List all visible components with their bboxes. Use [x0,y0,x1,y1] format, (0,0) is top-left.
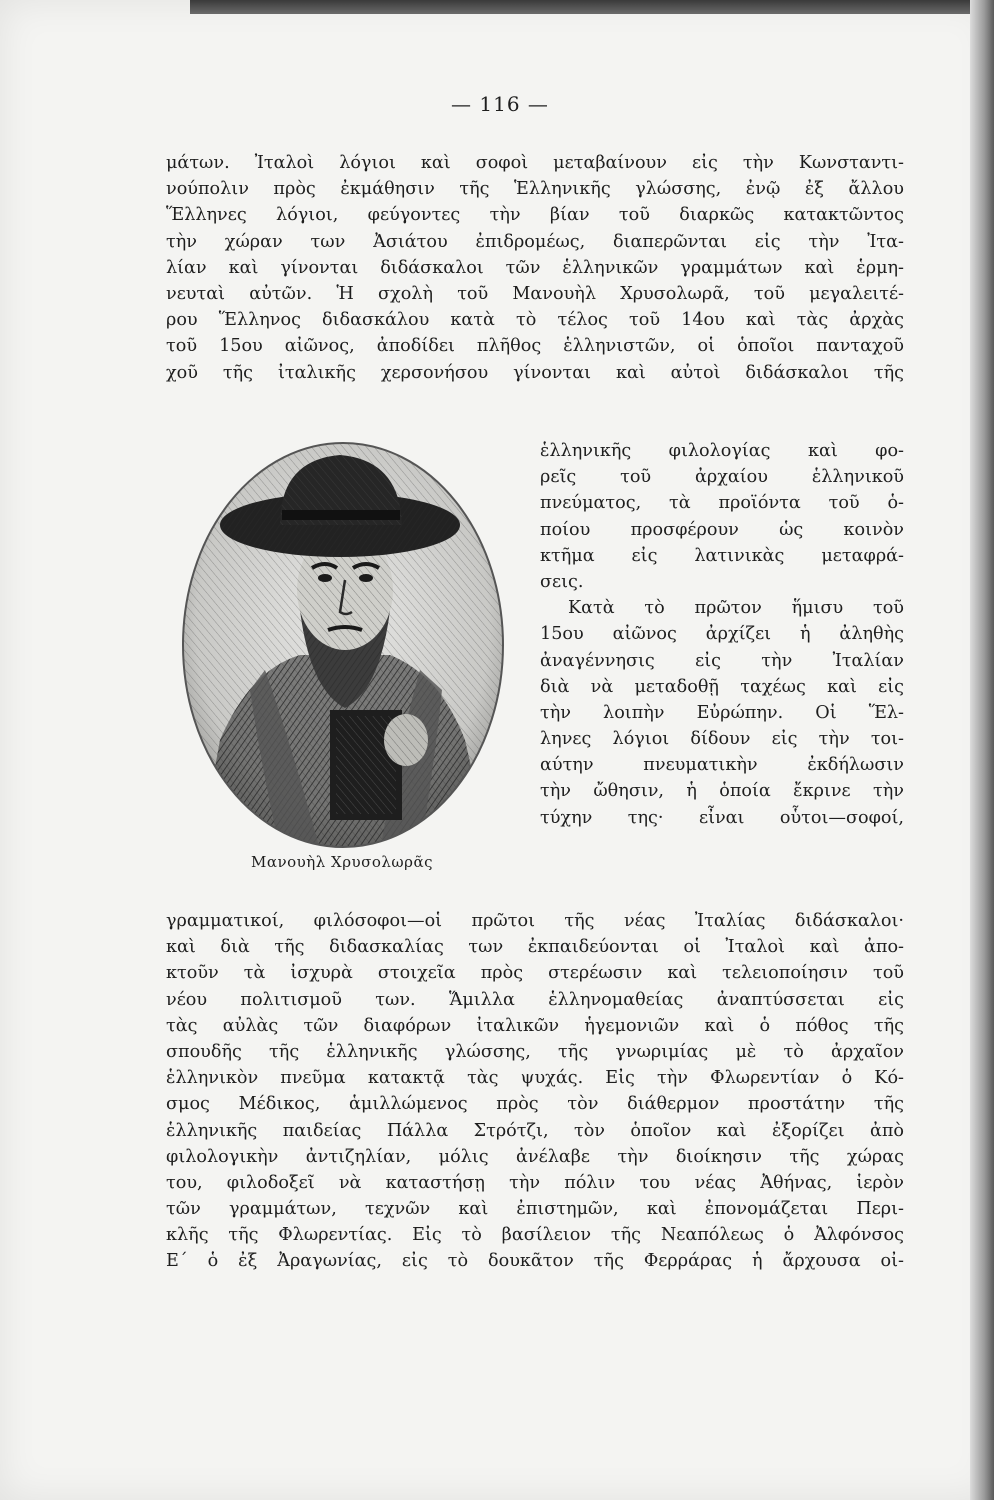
text-line: τύχην της· εἶναι οὗτοι—σοφοί, [540,807,904,828]
page-number: — 116 — [451,92,549,116]
text-line: 15ου αἰῶνος ἀρχίζει ἡ ἀληθὴς [540,624,904,645]
text-line: σεις. [540,571,584,592]
text-line: ρου Ἕλληνος διδασκάλου κατὰ τὸ τέλος τοῦ 14ου καὶ τὰς ἀρχὰς [166,310,904,331]
portrait-illustration [180,440,506,850]
text-line: τὴν χώραν των Ἀσιάτου ἐπιδρομέως, διαπερῶνται εἰς τὴν Ἰτα- [166,231,904,252]
text-line: γραμματικοί, φιλόσοφοι—οἱ πρῶτοι τῆς νέας Ἰταλίας διδάσκαλοι· [166,911,904,931]
bottom-paragraph [166,908,904,1275]
text-line: χοῦ τῆς ἰταλικῆς χερσονήσου γίνονται καὶ αὐτοὶ διδάσκαλοι τῆς [166,362,904,383]
text-line: λίαν καὶ γίνονται διδάσκαλοι τῶν ἑλληνικῶν γραμμάτων καὶ ἑρμη- [166,257,904,278]
text-line: νέου πολιτισμοῦ των. Ἅμιλλα ἑλληνομαθείας ἀναπτύσσεται εἰς [166,989,904,1010]
top-paragraph [166,150,904,386]
text-line: τῶν γραμμάτων, τεχνῶν καὶ ἐπιστημῶν, καὶ ἐπονομάζεται Περι- [166,1199,904,1220]
portrait-caption: Μανουὴλ Χρυσολωρᾶς [251,853,433,871]
text-line: Ε΄ ὁ ἐξ Ἀραγωνίας, εἰς τὸ δουκᾶτον τῆς Φερράρας ἡ ἄρχουσα οἰ- [166,1251,904,1272]
text-line: μάτων. Ἰταλοὶ λόγιοι καὶ σοφοὶ μεταβαίνουν εἰς τὴν Κωνσταντι- [166,153,904,173]
text-line: αύτην πνευματικὴν ἐκδήλωσιν [540,755,904,776]
scan-top-edge [190,0,994,14]
text-line: κτῆμα εἰς λατινικὰς μεταφρά- [540,545,904,566]
text-line: σμος Μέδικος, ἁμιλλώμενος πρὸς τὸν διάθερμον προστάτην τῆς [166,1094,904,1115]
text-line: τὴν ὤθησιν, ἡ ὁποία ἔκρινε τὴν [540,781,904,802]
text-line: τὰς αὐλὰς τῶν διαφόρων ἰταλικῶν ἡγεμονιῶν καὶ ὁ πόθος τῆς [166,1015,904,1036]
text-line: κτοῦν τὰ ἰσχυρὰ στοιχεῖα πρὸς στερέωσιν καὶ τελειοποίησιν τοῦ [166,963,904,984]
text-line: νευταὶ αὐτῶν. Ἡ σχολὴ τοῦ Μανουὴλ Χρυσολωρᾶ, τοῦ μεγαλειτέ- [166,283,904,304]
text-line: πνεύματος, τὰ προϊόντα τοῦ ὁ- [540,493,904,514]
text-line: φιλολογικὴν ἀντιζηλίαν, μόλις ἀνέλαβε τὴν διοίκησιν τῆς χώρας [166,1146,904,1167]
scan-binding-edge [970,0,994,1500]
text-line: κλῆς τῆς Φλωρεντίας. Εἰς τὸ βασίλειον τῆς Νεαπόλεως ὁ Ἀλφόνσος [166,1225,904,1246]
text-line: ἑλληνικῆς φιλολογίας καὶ φο- [540,441,904,461]
text-line: ἑλληνικῆς παιδείας Πάλλα Στρότζι, τὸν ὁποῖον καὶ ἐξορίζει ἀπὸ [166,1120,904,1141]
text-line: τοῦ 15ου αἰῶνος, ἀποδίδει πλῆθος ἑλληνιστῶν, οἱ ὁποῖοι πανταχοῦ [166,336,904,357]
side-paragraph [540,438,904,831]
text-line: ρεῖς τοῦ ἀρχαίου ἑλληνικοῦ [540,467,904,488]
text-line: νούπολιν πρὸς ἐκμάθησιν τῆς Ἑλληνικῆς γλώσσης, ἐνῷ ἐξ ἄλλου [166,179,904,200]
text-line: σπουδῆς τῆς ἑλληνικῆς γλώσσης, τῆς γνωριμίας μὲ τὸ ἀρχαῖον [166,1041,904,1062]
text-line: ποίου προσφέρουν ὡς κοινὸν [540,519,904,540]
text-line: διὰ νὰ μεταδοθῇ ταχέως καὶ εἰς [540,676,904,697]
text-line: Ἕλληνες λόγιοι, φεύγοντες τὴν βίαν τοῦ διαρκῶς κατακτῶντος [166,205,904,226]
text-line: ληνες λόγιοι δίδουν εἰς τὴν τοι- [540,729,904,750]
text-line: καὶ διὰ τῆς διδασκαλίας των ἐκπαιδεύονται οἱ Ἰταλοὶ καὶ ἀπο- [166,937,904,958]
text-line: τὴν λοιπὴν Εὐρώπην. Οἱ Ἕλ- [540,702,904,723]
text-line: του, φιλοδοξεῖ νὰ καταστήσῃ τὴν πόλιν του νέας Ἀθήνας, ἱερὸν [166,1172,904,1193]
text-line: ἑλληνικὸν πνεῦμα κατακτᾷ τὰς ψυχάς. Εἰς τὴν Φλωρεντίαν ὁ Κό- [166,1068,904,1089]
text-line: ἀναγέννησις εἰς τὴν Ἰταλίαν [540,650,904,671]
text-line: Κατὰ τὸ πρῶτον ἥμισυ τοῦ [568,598,904,619]
